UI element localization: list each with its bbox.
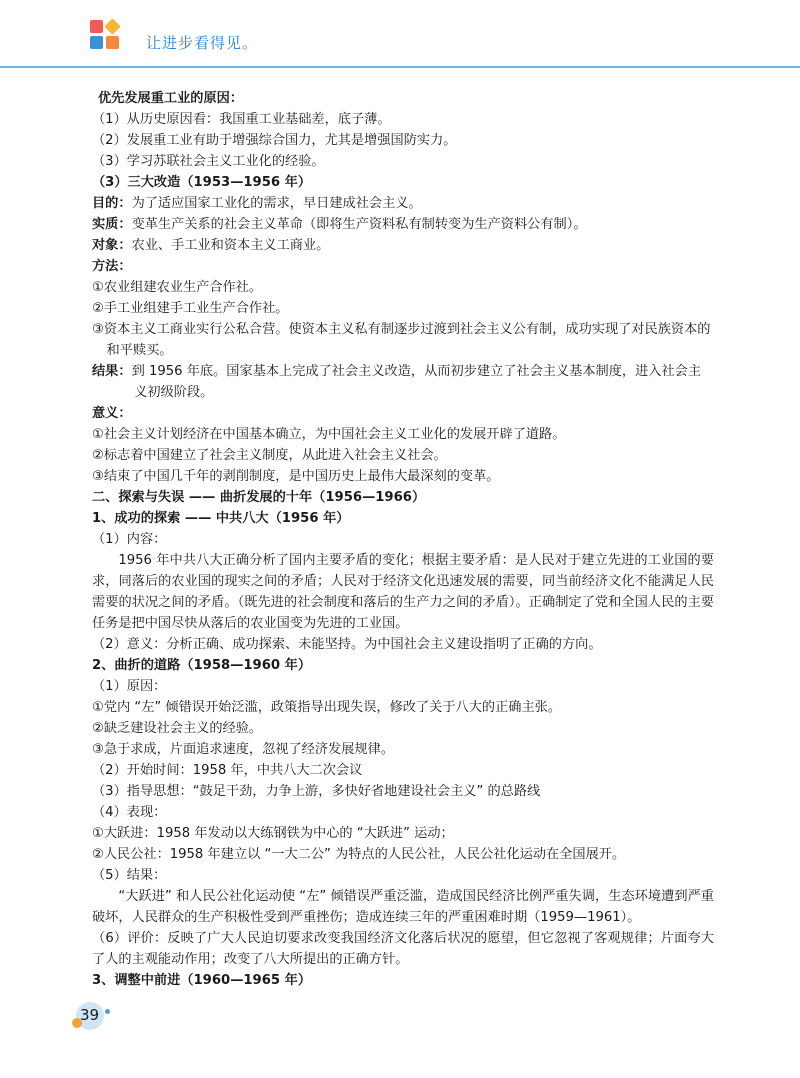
term-label: 结果：	[92, 364, 132, 379]
section-heading: 优先发展重工业的原因：	[98, 91, 244, 106]
term-text: 变革生产关系的社会主义革命（即将生产资料私有制转变为生产资料公有制）。	[131, 217, 587, 232]
page-number: 39	[80, 1006, 100, 1024]
term-label: 意义：	[92, 406, 132, 421]
text-line: （1）内容：	[92, 532, 167, 547]
paragraph: “大跃进” 和人民公社化运动使 “左” 倾错误严重泛滥，造成国民经济比例严重失调，生态环境遭到严重破坏，人民群众的生产积极性受到严重挫伤；造成连续三年的严重困难时期（1959—1961）。	[92, 889, 714, 925]
text-line: （2）开始时间：1958 年，中共八大二次会议	[92, 763, 363, 778]
section-heading: 1、成功的探索 —— 中共八大（1956 年）	[92, 511, 350, 526]
text-line: （5）结果：	[92, 868, 167, 883]
text-line: ①农业组建农业生产合作社。	[92, 280, 263, 295]
text-line: ②人民公社：1958 年建立以 “一大二公” 为特点的人民公社，人民公社化运动在全国展开。	[92, 847, 626, 862]
section-heading: 3、调整中前进（1960—1965 年）	[92, 973, 312, 988]
text-line: ②标志着中国建立了社会主义制度，从此进入社会主义社会。	[92, 448, 447, 463]
term-label: 方法：	[92, 259, 132, 274]
term-label: 对象：	[92, 238, 132, 253]
page-number-badge	[72, 1000, 106, 1030]
text-line: （4）表现：	[92, 805, 167, 820]
text-line	[92, 214, 714, 235]
term-text: 到 1956 年底。国家基本上完成了社会主义改造，从而初步建立了社会主义基本制度，进入社会主义初级阶段。	[131, 364, 702, 400]
page-number-small-dot	[105, 1009, 110, 1014]
header-tagline: 让进步看得见。	[146, 34, 259, 52]
page-header	[0, 0, 800, 70]
document-body	[92, 88, 714, 991]
text-line: （2）意义：分析正确、成功探索、未能坚持。为中国社会主义建设指明了正确的方向。	[92, 637, 602, 652]
text-line: （3）指导思想：“鼓足干劲，力争上游，多快好省地建设社会主义” 的总路线	[92, 784, 541, 799]
text-line: ③资本主义工商业实行公私合营。使资本主义私有制逐步过渡到社会主义公有制，成功实现了对民族资本的和平赎买。	[92, 322, 711, 358]
text-line: （1）原因：	[92, 679, 167, 694]
text-line: ②缺乏建设社会主义的经验。	[92, 721, 263, 736]
section-heading: （3）三大改造（1953—1956 年）	[92, 175, 312, 190]
text-line: ①社会主义计划经济在中国基本确立，为中国社会主义工业化的发展开辟了道路。	[92, 427, 566, 442]
text-line	[92, 361, 714, 403]
text-line: ③急于求成，片面追求速度，忽视了经济发展规律。	[92, 742, 394, 757]
section-heading: 2、曲折的道路（1958—1960 年）	[92, 658, 312, 673]
header-divider	[0, 66, 800, 68]
term-text: 农业、手工业和资本主义工商业。	[131, 238, 330, 253]
text-line: ①党内 “左” 倾错误开始泛滥，政策指导出现失误，修改了关于八大的正确主张。	[92, 700, 562, 715]
section-heading: 二、探索与失误 —— 曲折发展的十年（1956—1966）	[92, 490, 426, 505]
text-line: ②手工业组建手工业生产合作社。	[92, 301, 289, 316]
text-line: （3）学习苏联社会主义工业化的经验。	[92, 154, 325, 169]
term-text: 为了适应国家工业化的需求，早日建成社会主义。	[131, 196, 422, 211]
term-label: 实质：	[92, 217, 132, 232]
text-line	[92, 235, 714, 256]
text-line: ①大跃进：1958 年发动以大练钢铁为中心的 “大跃进” 运动；	[92, 826, 454, 841]
brand-logo	[90, 20, 120, 50]
text-line	[92, 193, 714, 214]
text-line: （2）发展重工业有助于增强综合国力，尤其是增强国防实力。	[92, 133, 457, 148]
text-line: （1）从历史原因看：我国重工业基础差，底子薄。	[92, 112, 391, 127]
term-label: 目的：	[92, 196, 132, 211]
paragraph: （6）评价：反映了广大人民迫切要求改变我国经济文化落后状况的愿望，但它忽视了客观规律；片面夸大了人的主观能动作用；改变了八大所提出的正确方针。	[92, 931, 714, 967]
paragraph: 1956 年中共八大正确分析了国内主要矛盾的变化；根据主要矛盾：是人民对于建立先进的工业国的要求，同落后的农业国的现实之间的矛盾；人民对于经济文化迅速发展的需要，同当前经济文化不能满足人民需要的状况之间的矛盾。（既先进的社会制度和落后的生产力之间的矛盾）。正确制定了党和全国人民的主要任务是把中国尽快从落后的农业国变为先进的工业国。	[92, 553, 714, 631]
text-line: ③结束了中国几千年的剥削制度，是中国历史上最伟大最深刻的变革。	[92, 469, 500, 484]
